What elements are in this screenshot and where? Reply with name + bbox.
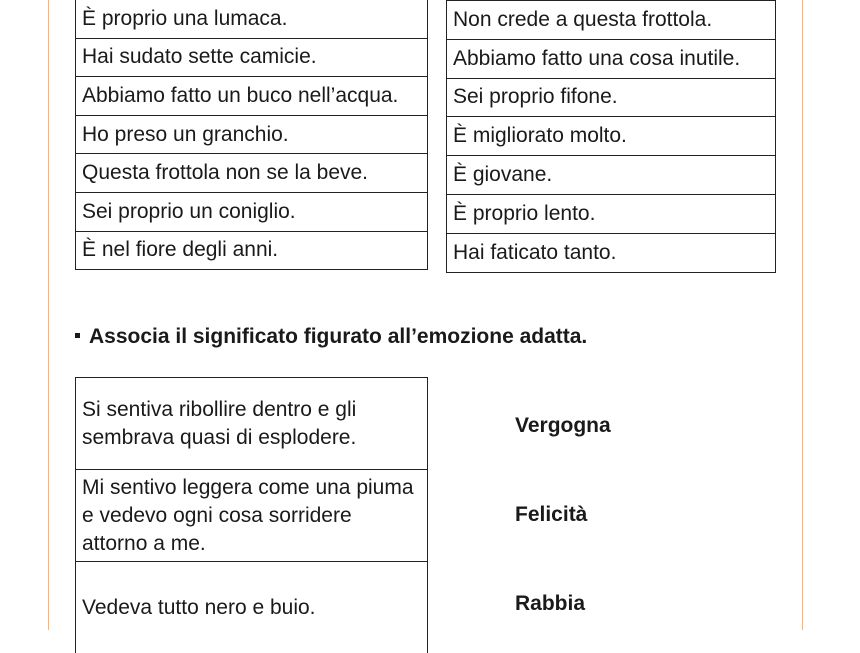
exercise-instruction — [75, 325, 587, 349]
table-row — [76, 231, 428, 270]
meaning-cell: È proprio lento. — [447, 194, 776, 233]
idiom-cell: Hai sudato sette camicie. — [76, 38, 428, 77]
table-row — [76, 562, 428, 653]
bullet-icon — [75, 333, 80, 338]
table-row — [447, 156, 776, 195]
emotion-label: Rabbia — [515, 592, 585, 616]
table-row — [76, 115, 428, 154]
idiom-cell: È proprio una lumaca. — [76, 0, 428, 38]
meaning-cell: Abbiamo fatto una cosa inutile. — [447, 39, 776, 78]
description-cell: Mi sentivo leggera come una piuma e vedevo ogni cosa sorridere attorno a me. — [76, 470, 428, 562]
table-row — [76, 38, 428, 77]
idiom-cell: È nel fiore degli anni. — [76, 231, 428, 270]
meaning-cell: È migliorato molto. — [447, 117, 776, 156]
table-row — [76, 470, 428, 562]
table-row — [447, 78, 776, 117]
page-border-left — [48, 0, 49, 630]
idiom-cell: Ho preso un granchio. — [76, 115, 428, 154]
emotion-label: Vergogna — [515, 414, 611, 438]
emotion-label: Felicità — [515, 503, 587, 527]
meaning-cell: È giovane. — [447, 156, 776, 195]
meaning-cell: Hai faticato tanto. — [447, 233, 776, 272]
table-row — [447, 1, 776, 40]
table-row — [76, 192, 428, 231]
page-border-right — [802, 0, 803, 630]
description-cell: Vedeva tutto nero e buio. — [76, 562, 428, 653]
description-table — [75, 377, 428, 653]
idiom-cell: Sei proprio un coniglio. — [76, 192, 428, 231]
table-row — [76, 378, 428, 470]
instruction-text: Associa il significato figurato all’emozione adatta. — [89, 325, 587, 348]
table-row — [76, 154, 428, 193]
table-row — [447, 233, 776, 272]
table-row — [447, 117, 776, 156]
idiom-cell: Questa frottola non se la beve. — [76, 154, 428, 193]
table-row — [447, 39, 776, 78]
table-row — [447, 194, 776, 233]
description-cell: Si sentiva ribollire dentro e gli sembrava quasi di esplodere. — [76, 378, 428, 470]
idiom-table — [75, 0, 428, 270]
table-row — [76, 77, 428, 116]
meaning-table — [446, 0, 776, 273]
idiom-cell: Abbiamo fatto un buco nell’acqua. — [76, 77, 428, 116]
meaning-cell: Non crede a questa frottola. — [447, 1, 776, 40]
table-row — [76, 0, 428, 38]
meaning-cell: Sei proprio fifone. — [447, 78, 776, 117]
